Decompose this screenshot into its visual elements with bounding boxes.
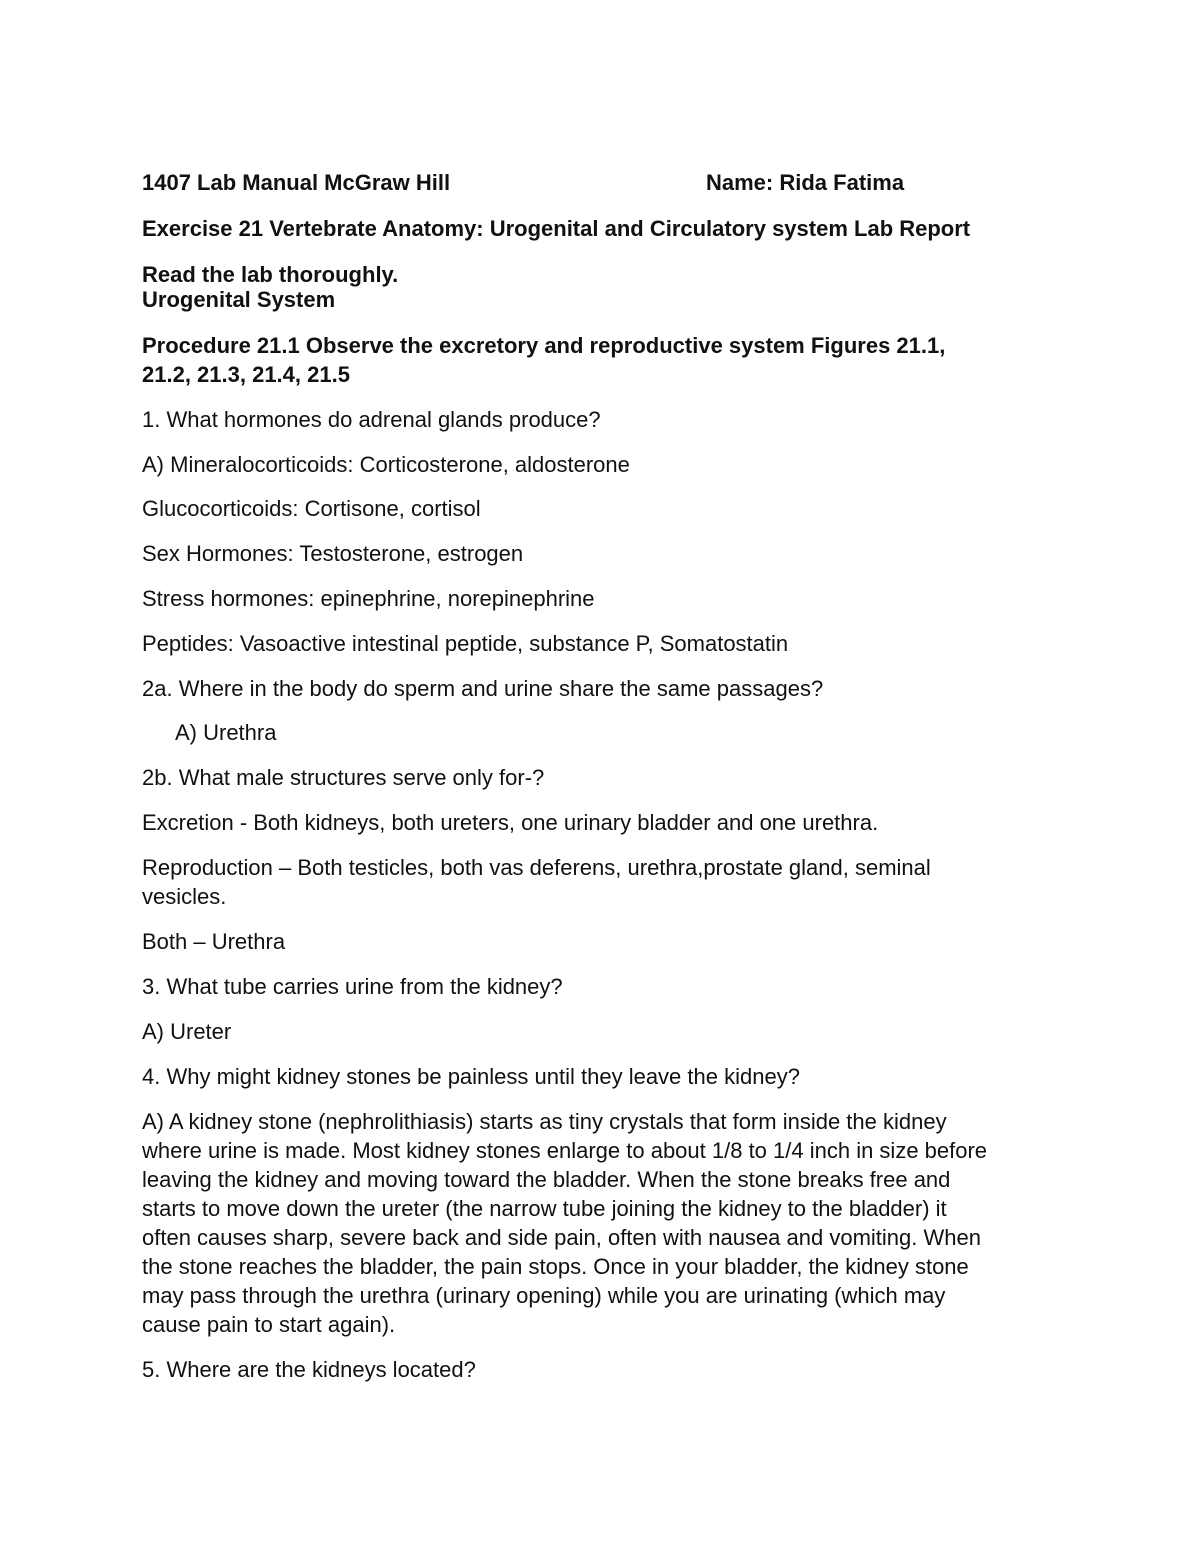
answer-2b-both: Both – Urethra (142, 929, 286, 954)
student-name: Name: Rida Fatima (706, 170, 905, 195)
question-5: 5. Where are the kidneys located? (142, 1357, 476, 1382)
answer-1-line: Peptides: Vasoactive intestinal peptide, substance P, Somatostatin (142, 631, 789, 656)
answer-4-line: starts to move down the ureter (the narrow tube joining the kidney to the bladder) it (142, 1196, 947, 1221)
answer-1-line: Glucocorticoids: Cortisone, cortisol (142, 496, 481, 521)
question-4: 4. Why might kidney stones be painless until they leave the kidney? (142, 1064, 800, 1089)
answer-2b-excretion: Excretion - Both kidneys, both ureters, one urinary bladder and one urethra. (142, 810, 879, 835)
answer-4-line: may pass through the urethra (urinary opening) while you are urinating (which may (142, 1283, 946, 1308)
exercise-title: Exercise 21 Vertebrate Anatomy: Urogenital and Circulatory system Lab Report (142, 216, 971, 241)
answer-1-line: A) Mineralocorticoids: Corticosterone, aldosterone (142, 452, 630, 477)
answer-3: A) Ureter (142, 1019, 232, 1044)
answer-2b-reproduction-line2: vesicles. (142, 884, 227, 909)
instruction-text: Read the lab thoroughly. (142, 262, 399, 287)
section-title: Urogenital System (142, 287, 336, 312)
question-2b: 2b. What male structures serve only for-? (142, 765, 545, 790)
procedure-heading-line1: Procedure 21.1 Observe the excretory and reproductive system Figures 21.1, (142, 333, 946, 358)
answer-2a: A) Urethra (175, 720, 277, 745)
answer-4-line: where urine is made. Most kidney stones enlarge to about 1/8 to 1/4 inch in size before (142, 1138, 988, 1163)
answer-2b-reproduction-line1: Reproduction – Both testicles, both vas deferens, urethra,prostate gland, seminal (142, 855, 931, 880)
answer-4-line: cause pain to start again). (142, 1312, 396, 1337)
course-header: 1407 Lab Manual McGraw Hill (142, 170, 451, 195)
answer-1-line: Stress hormones: epinephrine, norepinephrine (142, 586, 595, 611)
answer-1-line: Sex Hormones: Testosterone, estrogen (142, 541, 524, 566)
procedure-heading-line2: 21.2, 21.3, 21.4, 21.5 (142, 362, 350, 387)
answer-4-line: the stone reaches the bladder, the pain stops. Once in your bladder, the kidney stone (142, 1254, 969, 1279)
answer-4-line: leaving the kidney and moving toward the bladder. When the stone breaks free and (142, 1167, 951, 1192)
answer-4-line: A) A kidney stone (nephrolithiasis) starts as tiny crystals that form inside the kidney (142, 1109, 947, 1134)
question-2a: 2a. Where in the body do sperm and urine share the same passages? (142, 676, 824, 701)
question-1: 1. What hormones do adrenal glands produce? (142, 407, 601, 432)
answer-4-line: often causes sharp, severe back and side pain, often with nausea and vomiting. When (142, 1225, 981, 1250)
question-3: 3. What tube carries urine from the kidney? (142, 974, 563, 999)
